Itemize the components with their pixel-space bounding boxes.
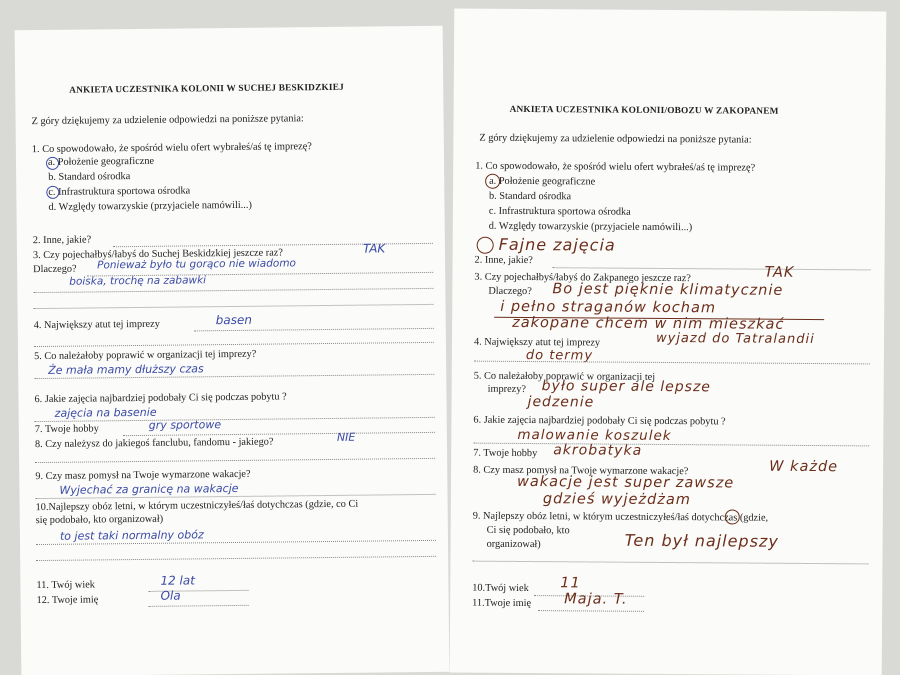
left-q1-option-a: a. Położenie geograficzne (47, 155, 155, 168)
left-q11: 11. Twój wiek (36, 579, 95, 592)
left-q1: 1. Co spowodowało, że spośród wielu ofert wybrałeś/aś tę imprezę? (31, 141, 312, 156)
left-q5-answer: Że mała mamy dłuższy czas (48, 362, 204, 377)
left-q1-option-d: d. Względy towarzyskie (przyjaciele namówili...) (48, 199, 252, 213)
right-q9-line-2: Ci się podobało, kto (486, 524, 570, 537)
right-q4-answer-2: do termy (525, 348, 594, 364)
left-q3: 3. Czy pojechałbyś/łabyś do Suchej Beskidzkiej jeszcze raz? (32, 247, 283, 262)
left-q1-option-b: b. Standard ośrodka (48, 171, 131, 183)
right-q3-why: Dlaczego? (488, 285, 532, 298)
left-q3-why-answer-1: Ponieważ było tu gorąco nie wiadomo (97, 257, 297, 272)
left-q7-answer: gry sportowe (148, 418, 222, 432)
right-q5-answer-1: było super ale lepsze (541, 378, 712, 396)
left-q10-line-1: 10.Najlepszy obóz letni, w którym uczestniczyłeś/łaś dotychczas (gdzie, co Ci (35, 498, 359, 514)
right-q9-answer: Ten był najlepszy (624, 530, 779, 551)
right-q3-answer: TAK (764, 264, 795, 281)
left-title: ANKIETA UCZESTNIKA KOLONII W SUCHEJ BESKIDZKIEJ (69, 82, 345, 96)
right-q10-answer: 11 (560, 575, 581, 592)
right-q2-circle (477, 237, 494, 254)
right-q11: 11.Twoje imię (472, 597, 532, 610)
left-q6: 6. Jakie zajęcia najbardziej podobały Ci się podczas pobytu ? (34, 391, 287, 406)
right-q1: 1. Co spowodowało, że spośród wielu ofert wybrałeś/aś tę imprezę? (475, 160, 756, 174)
right-q1-option-a: a. Położenie geograficzne (489, 175, 596, 188)
survey-sheet-zakopane (450, 9, 887, 675)
right-title: ANKIETA UCZESTNIKA KOLONII/OBOZU W ZAKOPANEM (509, 104, 779, 117)
left-q7: 7. Twoje hobby (34, 423, 99, 436)
left-q8: 8. Czy należysz do jakiegoś fanclubu, fandomu - jakiego? (34, 436, 274, 451)
right-q1-option-d: d. Względy towarzyskie (przyjaciele namówili...) (488, 220, 693, 234)
right-q4-answer-1: wyjazd do Tatralandii (655, 330, 815, 348)
right-q3-why-answer-1: Bo jest pięknie klimatycznie (552, 281, 784, 299)
right-q1-option-c: c. Infrastruktura sportowa ośrodka (488, 205, 631, 218)
right-q8-answer-3: gdzieś wyjeżdżam (542, 491, 691, 509)
right-q8-answer-1: W każde (769, 458, 839, 476)
left-q5: 5. Co należałoby poprawić w organizacji tej imprezy? (33, 348, 257, 363)
right-q7: 7. Twoje hobby (473, 447, 538, 460)
left-q11-answer: 12 lat (160, 573, 195, 588)
left-q8-answer: NIE (336, 430, 356, 444)
right-q4: 4. Największy atut tej imprezy (473, 336, 601, 349)
left-intro: Z góry dziękujemy za udzielenie odpowiedzi na poniższe pytania: (31, 113, 304, 128)
left-q2: 2. Inne, jakie? (32, 234, 92, 247)
left-q10-line-2: się podobało, kto organizował) (35, 513, 164, 527)
left-q9-answer: Wyjechać za granicę na wakacje (59, 481, 239, 497)
left-q6-answer: zajęcia na basenie (54, 405, 157, 420)
left-q9: 9. Czy masz pomysł na Twoje wymarzone wakacje? (35, 468, 251, 483)
left-q3-answer: TAK (362, 241, 386, 256)
right-q5-line-1: 5. Co należałoby poprawić w organizacji tej (473, 370, 656, 383)
right-q8: 8. Czy masz pomysł na Twoje wymarzone wakacje? (473, 464, 689, 478)
left-q12-answer: Ola (160, 588, 181, 603)
left-q4: 4. Największy atut tej imprezy (33, 318, 160, 332)
survey-sheet-suchej-beskidzkiej (15, 26, 450, 675)
right-q9-line-1: 9. Najlepszy obóz letni, w którym uczestniczyłeś/łaś dotychczas (gdzie, (472, 510, 769, 524)
right-q3-why-answer-2: i pełno straganów kocham (500, 298, 717, 317)
right-q3-why-answer-3: zakopane chcem w nim mieszkać (512, 314, 785, 333)
left-q1-option-c: c. Infrastruktura sportowa ośrodka (48, 185, 191, 198)
right-q2-answer: Fajne zajęcia (498, 234, 616, 255)
right-q6: 6. Jakie zajęcia najbardziej podobały Ci się podczas pobytu ? (473, 414, 726, 428)
right-q7-answer: akrobatyka (553, 442, 643, 459)
left-q4-answer: basen (215, 312, 252, 328)
right-q8-answer-2: wakacje jest super zawsze (516, 473, 735, 492)
left-q12: 12. Twoje imię (36, 594, 99, 607)
left-q3-why: Dlaczego? (33, 263, 77, 276)
right-q5-answer-2: jedzenie (527, 394, 595, 411)
right-q3: 3. Czy pojechałbyś/łabyś do Zakpanego jeszcze raz? (474, 271, 691, 285)
right-q1-option-b: b. Standard ośrodka (488, 190, 572, 203)
right-q9-circle (725, 509, 740, 524)
right-q10: 10.Twój wiek (472, 582, 529, 595)
right-q9-line-3: organizował) (486, 538, 541, 551)
right-q6-answer: malowanie koszulek (517, 426, 672, 445)
right-q11-answer: Maja. T. (564, 591, 628, 608)
right-q2: 2. Inne, jakie? (474, 254, 533, 267)
right-q5-line-2: imprezy? (487, 383, 527, 396)
left-q3-why-answer-2: boiska, trochę na zabawki (69, 274, 207, 288)
left-q10-answer: to jest taki normalny obóz (59, 528, 204, 543)
right-intro: Z góry dziękujemy za udzielenie odpowiedzi na poniższe pytania: (479, 132, 752, 146)
